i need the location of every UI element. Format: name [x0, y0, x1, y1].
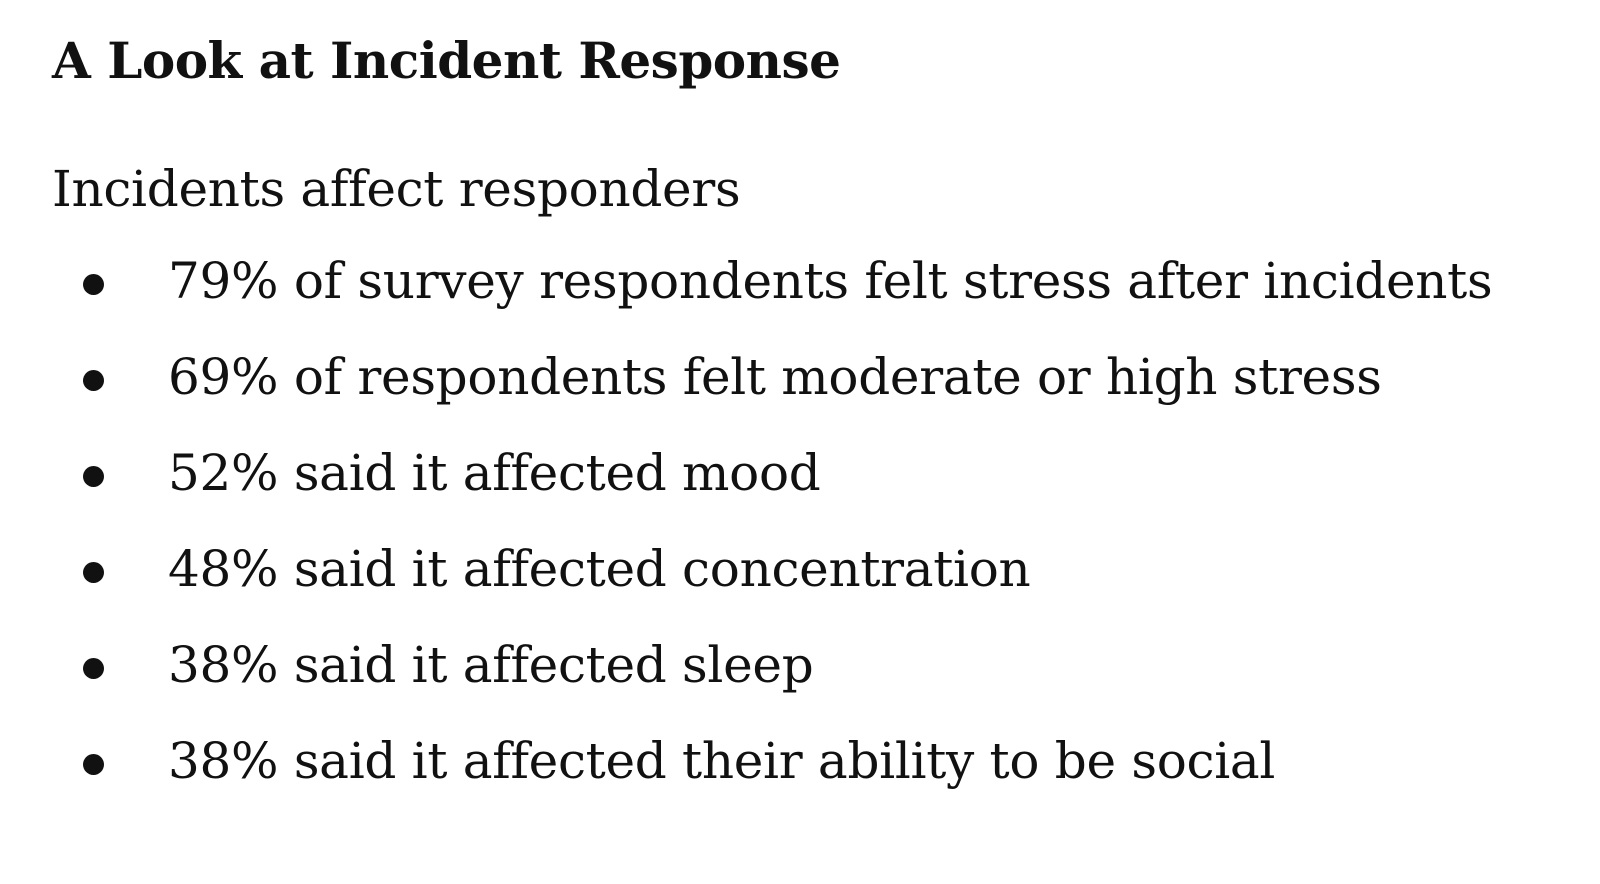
bullet-text: 38% said it affected sleep	[168, 636, 814, 694]
bullet-list	[0, 244, 1560, 820]
bullet-item	[0, 724, 1560, 820]
bullet-dot-icon	[83, 658, 104, 679]
bullet-text: 52% said it affected mood	[168, 444, 821, 502]
bullet-dot-icon	[83, 754, 104, 775]
bullet-dot-icon	[83, 370, 104, 391]
bullet-dot-icon	[83, 274, 104, 295]
bullet-text: 69% of respondents felt moderate or high stress	[168, 348, 1382, 406]
bullet-text: 48% said it affected concentration	[168, 540, 1031, 598]
bullet-text: 38% said it affected their ability to be social	[168, 732, 1276, 790]
bullet-dot-icon	[83, 466, 104, 487]
slide-title: A Look at Incident Response	[52, 31, 841, 90]
bullet-item	[0, 532, 1560, 628]
bullet-text: 79% of survey respondents felt stress after incidents	[168, 252, 1493, 310]
bullet-item	[0, 628, 1560, 724]
bullet-item	[0, 244, 1560, 340]
bullet-dot-icon	[83, 562, 104, 583]
bullet-item	[0, 340, 1560, 436]
slide-subtitle: Incidents affect responders	[52, 160, 741, 218]
bullet-item	[0, 436, 1560, 532]
